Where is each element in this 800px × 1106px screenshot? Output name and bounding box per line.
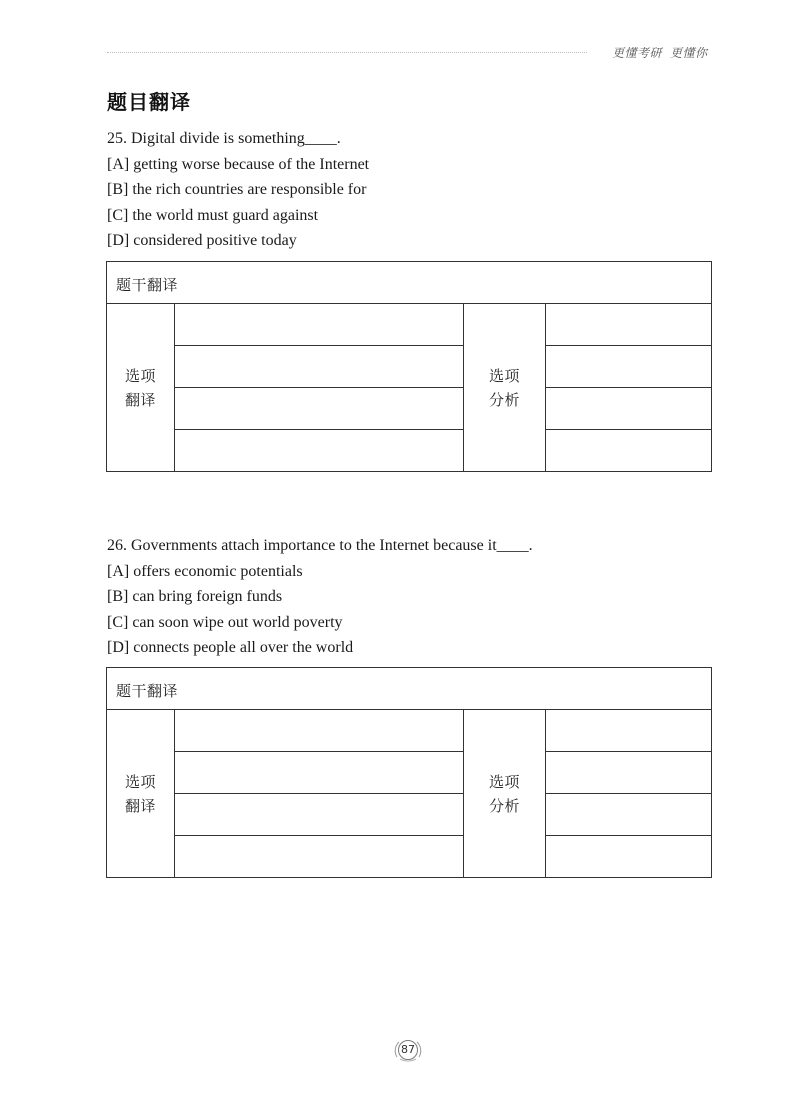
translation-blank-b[interactable] <box>175 346 463 388</box>
option-a: [A] getting worse because of the Internet <box>107 155 370 173</box>
question-stem: 26. Governments attach importance to the Internet because it____. <box>107 537 533 554</box>
analysis-blank-c[interactable] <box>546 794 711 836</box>
header-slogan-1: 更懂考研 <box>612 46 663 60</box>
question-stem: 25. Digital divide is something____. <box>107 130 341 147</box>
option-c: [C] the world must guard against <box>107 206 319 224</box>
option-analysis-label-line1: 选项 <box>488 366 520 385</box>
option-a: [A] offers economic potentials <box>107 562 303 580</box>
header-slogan <box>612 44 708 61</box>
translation-blank-d[interactable] <box>175 430 463 472</box>
translation-blank-c[interactable] <box>175 388 463 430</box>
question-26 <box>107 533 717 661</box>
translation-blank-a[interactable] <box>175 710 463 752</box>
translation-blank-d[interactable] <box>175 836 463 878</box>
stem-translation-row[interactable] <box>107 668 711 710</box>
analysis-blank-a[interactable] <box>546 304 711 346</box>
option-translation-label-line1: 选项 <box>124 772 156 791</box>
option-translation-label-line1: 选项 <box>124 366 156 385</box>
analysis-blank-b[interactable] <box>546 752 711 794</box>
option-c: [C] can soon wipe out world poverty <box>107 613 343 631</box>
analysis-blank-b[interactable] <box>546 346 711 388</box>
option-analysis-blanks <box>546 304 711 471</box>
option-b: [B] the rich countries are responsible for <box>107 181 367 199</box>
header-rule <box>107 52 587 53</box>
option-analysis-label-line1: 选项 <box>488 772 520 791</box>
stem-translation-row[interactable] <box>107 262 711 304</box>
stem-translation-label: 题干翻译 <box>116 276 179 294</box>
option-translation-label-cell <box>107 710 175 877</box>
option-translation-label-line2: 翻译 <box>124 390 156 409</box>
answer-table-26 <box>106 667 712 878</box>
option-analysis-blanks <box>546 710 711 877</box>
analysis-blank-a[interactable] <box>546 710 711 752</box>
option-analysis-label-line2: 分析 <box>488 390 520 409</box>
question-25 <box>107 126 717 254</box>
page-number <box>393 1037 423 1063</box>
option-analysis-label-cell <box>464 304 546 471</box>
header-slogan-2: 更懂你 <box>670 46 708 60</box>
option-d: [D] considered positive today <box>107 232 297 250</box>
answer-table-25 <box>106 261 712 472</box>
option-translation-blanks <box>175 710 464 877</box>
section-title: 题目翻译 <box>107 90 191 114</box>
option-analysis-label-line2: 分析 <box>488 796 520 815</box>
analysis-blank-c[interactable] <box>546 388 711 430</box>
stem-translation-label: 题干翻译 <box>116 682 179 700</box>
analysis-blank-d[interactable] <box>546 836 711 878</box>
option-translation-label-line2: 翻译 <box>124 796 156 815</box>
option-analysis-label-cell <box>464 710 546 877</box>
option-d: [D] connects people all over the world <box>107 639 354 657</box>
translation-blank-b[interactable] <box>175 752 463 794</box>
translation-blank-a[interactable] <box>175 304 463 346</box>
option-translation-label-cell <box>107 304 175 471</box>
analysis-blank-d[interactable] <box>546 430 711 472</box>
page-number-text: 87 <box>401 1043 415 1056</box>
option-b: [B] can bring foreign funds <box>107 588 283 606</box>
translation-blank-c[interactable] <box>175 794 463 836</box>
option-translation-blanks <box>175 304 464 471</box>
